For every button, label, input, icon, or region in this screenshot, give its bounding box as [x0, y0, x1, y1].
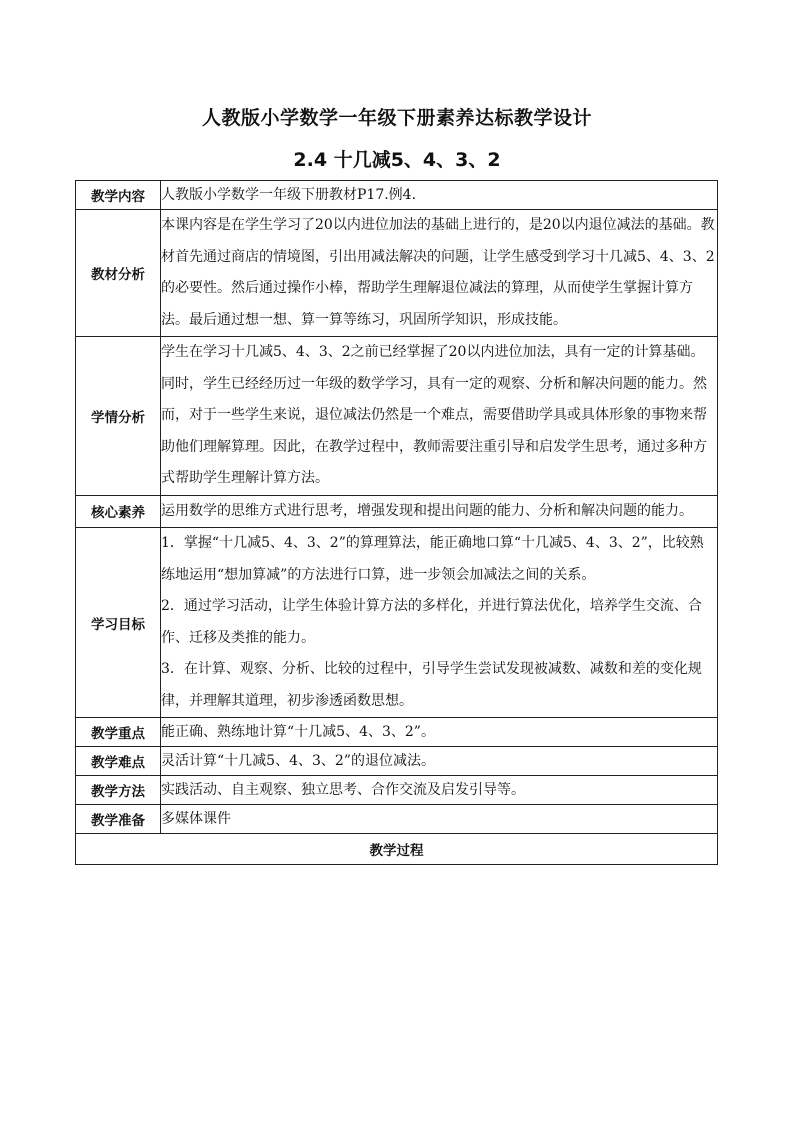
table-row	[76, 528, 718, 718]
table-row	[76, 210, 718, 337]
table-row	[76, 834, 718, 865]
row-label-methods: 教学方法	[76, 776, 161, 805]
row-value-difficulty: 灵活计算“十几减5、4、3、2”的退位减法。	[161, 747, 718, 776]
row-value-key: 能正确、熟练地计算“十几减5、4、3、2”。	[161, 718, 718, 747]
lesson-plan-table	[75, 180, 718, 865]
row-label-key: 教学重点	[76, 718, 161, 747]
table-row	[76, 181, 718, 210]
goal-item: 1．掌握“十几减5、4、3、2”的算理算法，能正确地口算“十几减5、4、3、2”，比较熟练地运用“想加算减”的方法进行口算，进一步领会加减法之间的关系。	[161, 535, 704, 583]
table-row	[76, 718, 718, 747]
row-label-literacy: 核心素养	[76, 495, 161, 528]
lesson-subtitle: 2.4 十几减5、4、3、2	[293, 149, 501, 171]
table-row	[76, 495, 718, 528]
row-value-literacy: 运用数学的思维方式进行思考，增强发现和提出问题的能力、分析和解决问题的能力。	[161, 495, 718, 528]
row-label-material: 教材分析	[76, 210, 161, 337]
row-value-students: 学生在学习十几减5、4、3、2之前已经掌握了20以内进位加法，具有一定的计算基础。同时，学生已经经历过一年级的数学学习，具有一定的观察、分析和解决问题的能力。然而，对于一些学生来说，退位减法仍然是一个难点，需要借助学具或具体形象的事物来帮助他们理解算理。因此，在教学过程中，教师需要注重引导和启发学生思考，通过多种方式帮助学生理解计算方法。	[161, 337, 718, 496]
row-value-goals	[161, 528, 718, 718]
table-row	[76, 337, 718, 496]
table-row	[76, 747, 718, 776]
row-label-goals: 学习目标	[76, 528, 161, 718]
document-title: 人教版小学数学一年级下册素养达标教学设计	[201, 107, 592, 129]
row-label-students: 学情分析	[76, 337, 161, 496]
row-label-prep: 教学准备	[76, 805, 161, 834]
table-row	[76, 805, 718, 834]
goal-item: 2．通过学习活动，让学生体验计算方法的多样化，并进行算法优化，培养学生交流、合作、迁移及类推的能力。	[161, 598, 702, 646]
process-header: 教学过程	[76, 834, 718, 865]
row-label-difficulty: 教学难点	[76, 747, 161, 776]
table-row	[76, 776, 718, 805]
goal-item: 3．在计算、观察、分析、比较的过程中，引导学生尝试发现被减数、减数和差的变化规律，并理解其道理，初步渗透函数思想。	[161, 661, 702, 709]
row-value-material: 本课内容是在学生学习了20以内进位加法的基础上进行的，是20以内退位减法的基础。教材首先通过商店的情境图，引出用减法解决的问题，让学生感受到学习十几减5、4、3、2的必要性。然后通过操作小棒，帮助学生理解退位减法的算理，从而使学生掌握计算方法。最后通过想一想、算一算等练习，巩固所学知识，形成技能。	[161, 210, 718, 337]
row-label-content: 教学内容	[76, 181, 161, 210]
row-value-methods: 实践活动、自主观察、独立思考、合作交流及启发引导等。	[161, 776, 718, 805]
row-value-prep: 多媒体课件	[161, 805, 718, 834]
row-value-content: 人教版小学数学一年级下册教材P17.例4.	[161, 181, 718, 210]
